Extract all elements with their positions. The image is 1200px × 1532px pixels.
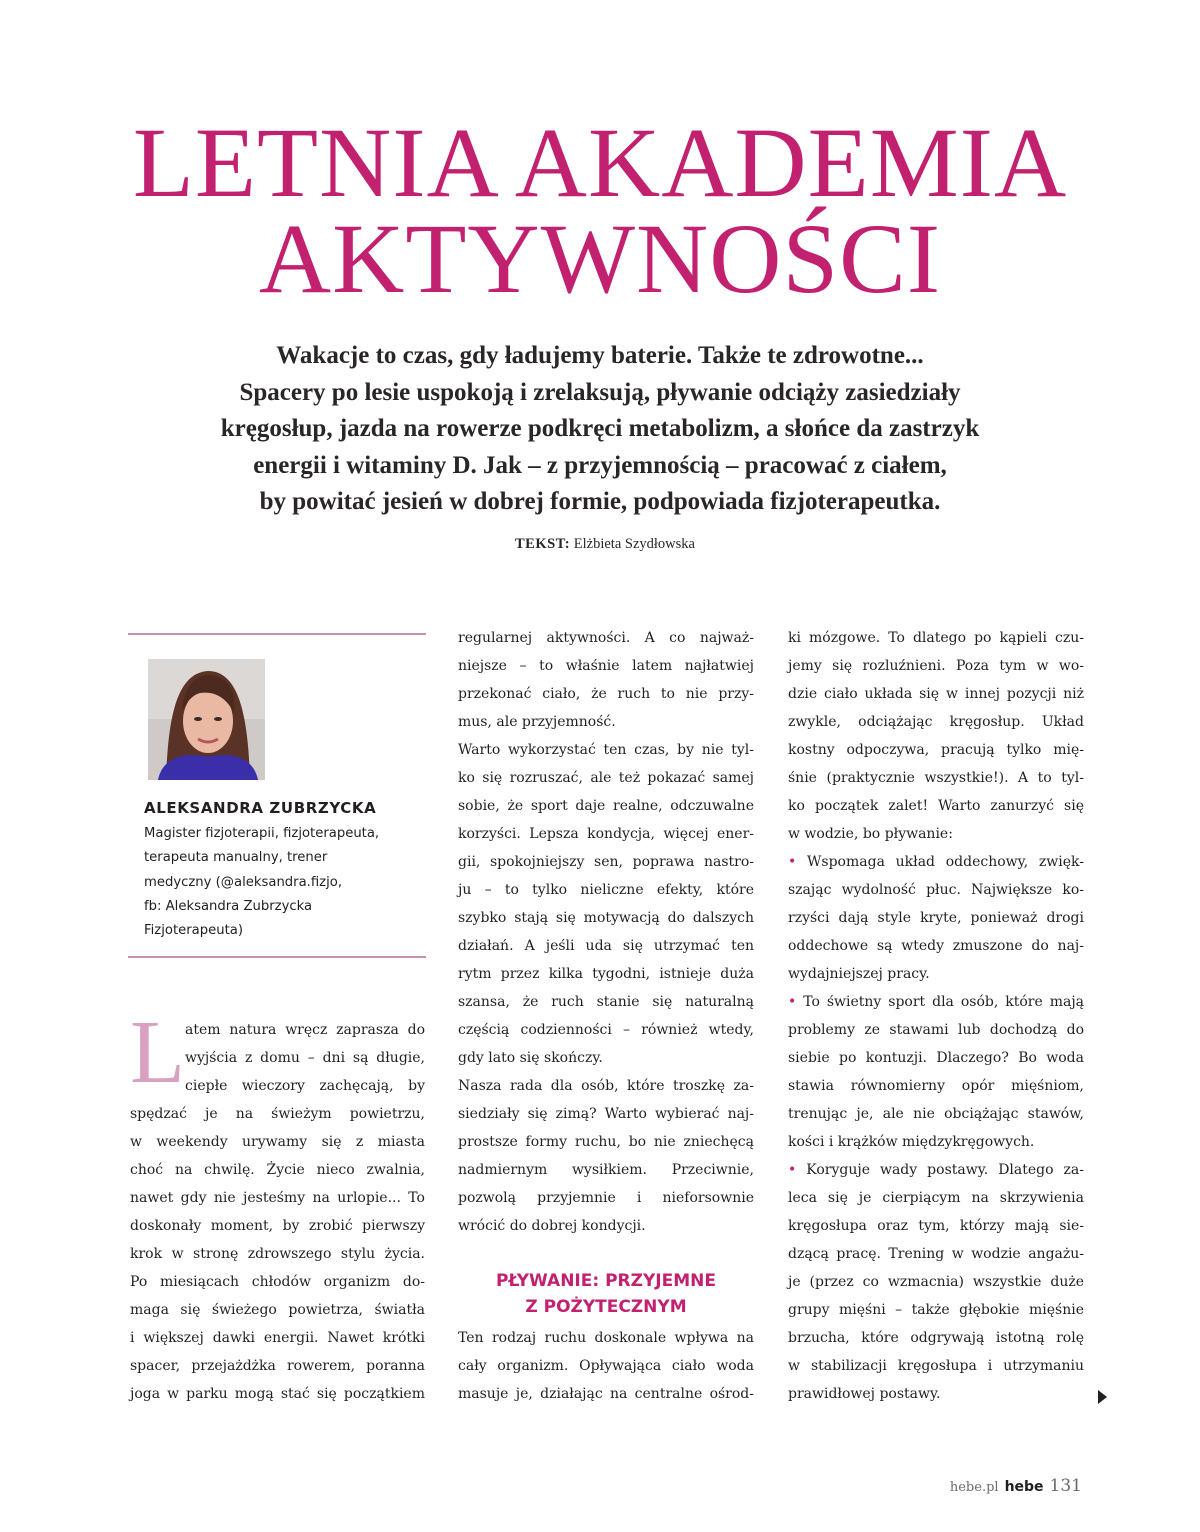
lead-line: energii i witaminy D. Jak – z przyjemnością – pracować z ciałem, [253,451,947,479]
portrait-illustration [148,659,265,780]
text-line: grupy mięśni – także głębokie mięśnie [788,1302,1084,1318]
text-line: kostny odpoczywa, pracują tylko mię- [788,742,1084,758]
text-line: spędzać je na świeżym powietrzu, [130,1106,425,1122]
text-line: wrócić do dobrej kondycji. [458,1218,646,1234]
text-line: cały organizm. Opływająca ciało woda [458,1358,754,1374]
section-subhead [458,1268,754,1320]
text-line: Warto wykorzystać ten czas, by nie tyl- [458,742,754,758]
text-line: spacer, przejażdżka rowerem, poranna [130,1358,425,1374]
text-line: ki mózgowe. To dlatego po kąpieli czu- [788,630,1084,646]
bullet-icon: • [788,854,797,870]
column-2 [458,624,754,1240]
text-line: i większej dawki energii. Nawet krótki [130,1330,425,1346]
text-line: w weekendy urywamy się z miasta [130,1134,425,1150]
lead-line: by powitać jesień w dobrej formie, podpowiada fizjoterapeutka. [259,488,941,515]
text-line: Nasza rada dla osób, które troszkę za- [458,1078,754,1094]
text-line: kości i krążków międzykręgowych. [788,1134,1035,1150]
text-line: siedziały się zimą? Warto wybierać naj- [458,1106,754,1122]
bullet-icon: • [788,1162,797,1178]
text-line: szybko stają się motywacją do dalszych [458,910,754,926]
page-footer [950,1476,1082,1496]
text-line: nawet gdy nie jesteśmy na urlopie... To [130,1190,425,1206]
text-line: wydajniejszej pracy. [788,966,930,982]
text-line: brzucha, które odgrywają istotną rolę [788,1330,1084,1346]
author-photo [148,659,265,780]
text-line: wyjścia z domu – dni są długie, [185,1050,425,1066]
title-line-1: LETNIA AKADEMIA [132,107,1068,218]
text-line: regularnej aktywności. A co najważ- [458,630,754,646]
text-line: krok w stronę zdrowszego stylu życia. [130,1246,425,1262]
subhead-line: Z POŻYTECZNYM [525,1297,687,1317]
text-line: w wodzie, bo pływanie: [788,826,953,842]
bullet-line [788,848,1084,876]
text-line: kręgosłupa oraz tym, którzy mają sie- [788,1218,1084,1234]
title-line-2: AKTYWNOŚCI [258,203,942,314]
bio-top-rule [128,633,426,635]
footer-site: hebe.pl [949,1480,999,1495]
text-line: prostsze formy ruchu, bo nie zniechęcą [458,1134,754,1150]
text-line: maga się świeżego powietrza, światła [130,1302,425,1318]
credit-label: TEKST: [515,536,571,552]
text-line: niejsze – to właśnie latem najłatwiej [458,658,754,674]
text-line: zwykle, odciążając kręgosłup. Układ [788,714,1084,730]
text-line: ko początek zalet! Warto zanurzyć się [788,798,1084,814]
text-line: jemy się rozluźnieni. Poza tym w wo- [788,658,1084,674]
text-line: ciepłe wieczory zachęcają, by [185,1078,425,1094]
bio-line: terapeuta manualny, trener [144,850,328,866]
text-line: działań. A jeśli uda się utrzymać ten [458,938,754,954]
drop-cap: L [130,1003,185,1102]
credit-author: Elżbieta Szydłowska [573,536,695,552]
text-line: leca się je cierpiącym na skrzywienia [788,1190,1084,1206]
text-line: pozwolą przyjemnie i nieforsownie [458,1190,754,1206]
bio-line: fb: Aleksandra Zubrzycka [144,898,313,914]
lead-line: kręgosłup, jazda na rowerze podkręci metabolizm, a słońce da zastrzyk [220,415,980,442]
text-line: nadmiernym wysiłkiem. Przeciwnie, [458,1162,754,1178]
text-line: częścią codzienności – również wtedy, [458,1022,754,1038]
text-line: siebie po kontuzji. Dlaczego? Bo woda [788,1050,1084,1066]
text-line: rzyści dają style kryte, ponieważ drogi [788,910,1084,926]
text-line: joga w parku mogą stać się początkiem [130,1386,425,1402]
bullet-line [788,1156,1084,1184]
article-title [0,107,1200,314]
text-line: szansa, że ruch stanie się naturalną [458,994,754,1010]
lead-line: Wakacje to czas, gdy ładujemy baterie. Także te zdrowotne... [276,342,924,369]
subhead-line: PŁYWANIE: PRZYJEMNE [496,1271,716,1291]
text-line: rytm przez kilka tygodni, istnieje duża [458,966,754,982]
text-line: je (przez co wzmacnia) wszystkie duże [788,1274,1084,1290]
continue-arrow-icon [1098,1390,1107,1404]
article-lead [160,338,1040,521]
text-line: trenując je, ale nie obciążając stawów, [788,1106,1084,1122]
text-line: masuje je, działając na centralne ośrod- [458,1386,754,1402]
text-line: Koryguje wady postawy. Dlatego za- [806,1162,1084,1178]
text-line: mus, ale przyjemność. [458,714,616,730]
text-line: w stabilizacji kręgosłupa i utrzymaniu [788,1358,1084,1374]
bio-line: Magister fizjoterapii, fizjoterapeuta, [144,826,380,841]
bio-name: ALEKSANDRA ZUBRZYCKA [144,799,377,817]
bio-description [144,822,434,943]
bullet-icon: • [788,994,797,1010]
text-line: choć na chwilę. Życie nieco zwalnia, [130,1162,425,1178]
text-line: ju – to tylko nieliczne efekty, które [458,882,754,898]
text-line: dzie ciało układa się w innej pozycji niż [788,686,1084,702]
lead-line: Spacery po lesie uspokoją i zrelaksują, pływanie odciąży zasiedziały [239,378,961,406]
text-line: To świetny sport dla osób, które mają [803,994,1085,1010]
text-line: ko się rozruszać, ale też pokazać samej [458,770,754,786]
text-line: gii, spokojniejszy sen, poprawa nastro- [458,854,754,870]
text-line: śnie (praktycznie wszystkie!). A to tyl- [788,770,1084,786]
column-1 [130,1016,425,1408]
text-line: korzyści. Lepsza kondycja, więcej ener- [458,826,754,842]
text-line: doskonały moment, by zrobić pierwszy [130,1218,425,1234]
column-2-continued [458,1324,754,1408]
author-credit [0,536,1200,553]
text-line: szając wydolność płuc. Największe ko- [788,882,1084,898]
text-line: Wspomaga układ oddechowy, zwięk- [807,854,1084,870]
bio-line: medyczny (@aleksandra.fizjo, [144,874,343,890]
text-line: gdy lato się skończy. [458,1050,603,1066]
text-line: Ten rodzaj ruchu doskonale wpływa na [458,1330,754,1346]
text-line: stawia równomierny opór mięśniom, [788,1078,1084,1094]
bullet-line [788,988,1084,1016]
text-line: dzącą pracę. Trening w wodzie angażu- [788,1246,1084,1262]
text-line: Po miesiącach chłodów organizm do- [130,1274,425,1290]
column-3 [788,624,1084,1408]
page-number: 131 [1049,1476,1082,1496]
text-line: sobie, że sport daje realne, odczuwalne [458,798,754,814]
text-line: przekonać ciało, że ruch to nie przy- [458,686,754,702]
footer-brand-logo: hebe [1004,1479,1044,1495]
bio-bottom-rule [128,956,426,958]
text-line: prawidłowej postawy. [788,1386,941,1402]
text-line: atem natura wręcz zaprasza do [185,1022,425,1038]
bio-line: Fizjoterapeuta) [144,923,243,939]
text-line: oddechowe są wtedy zmuszone do naj- [788,938,1084,954]
text-line: problemy ze stawami lub dochodzą do [788,1022,1084,1038]
